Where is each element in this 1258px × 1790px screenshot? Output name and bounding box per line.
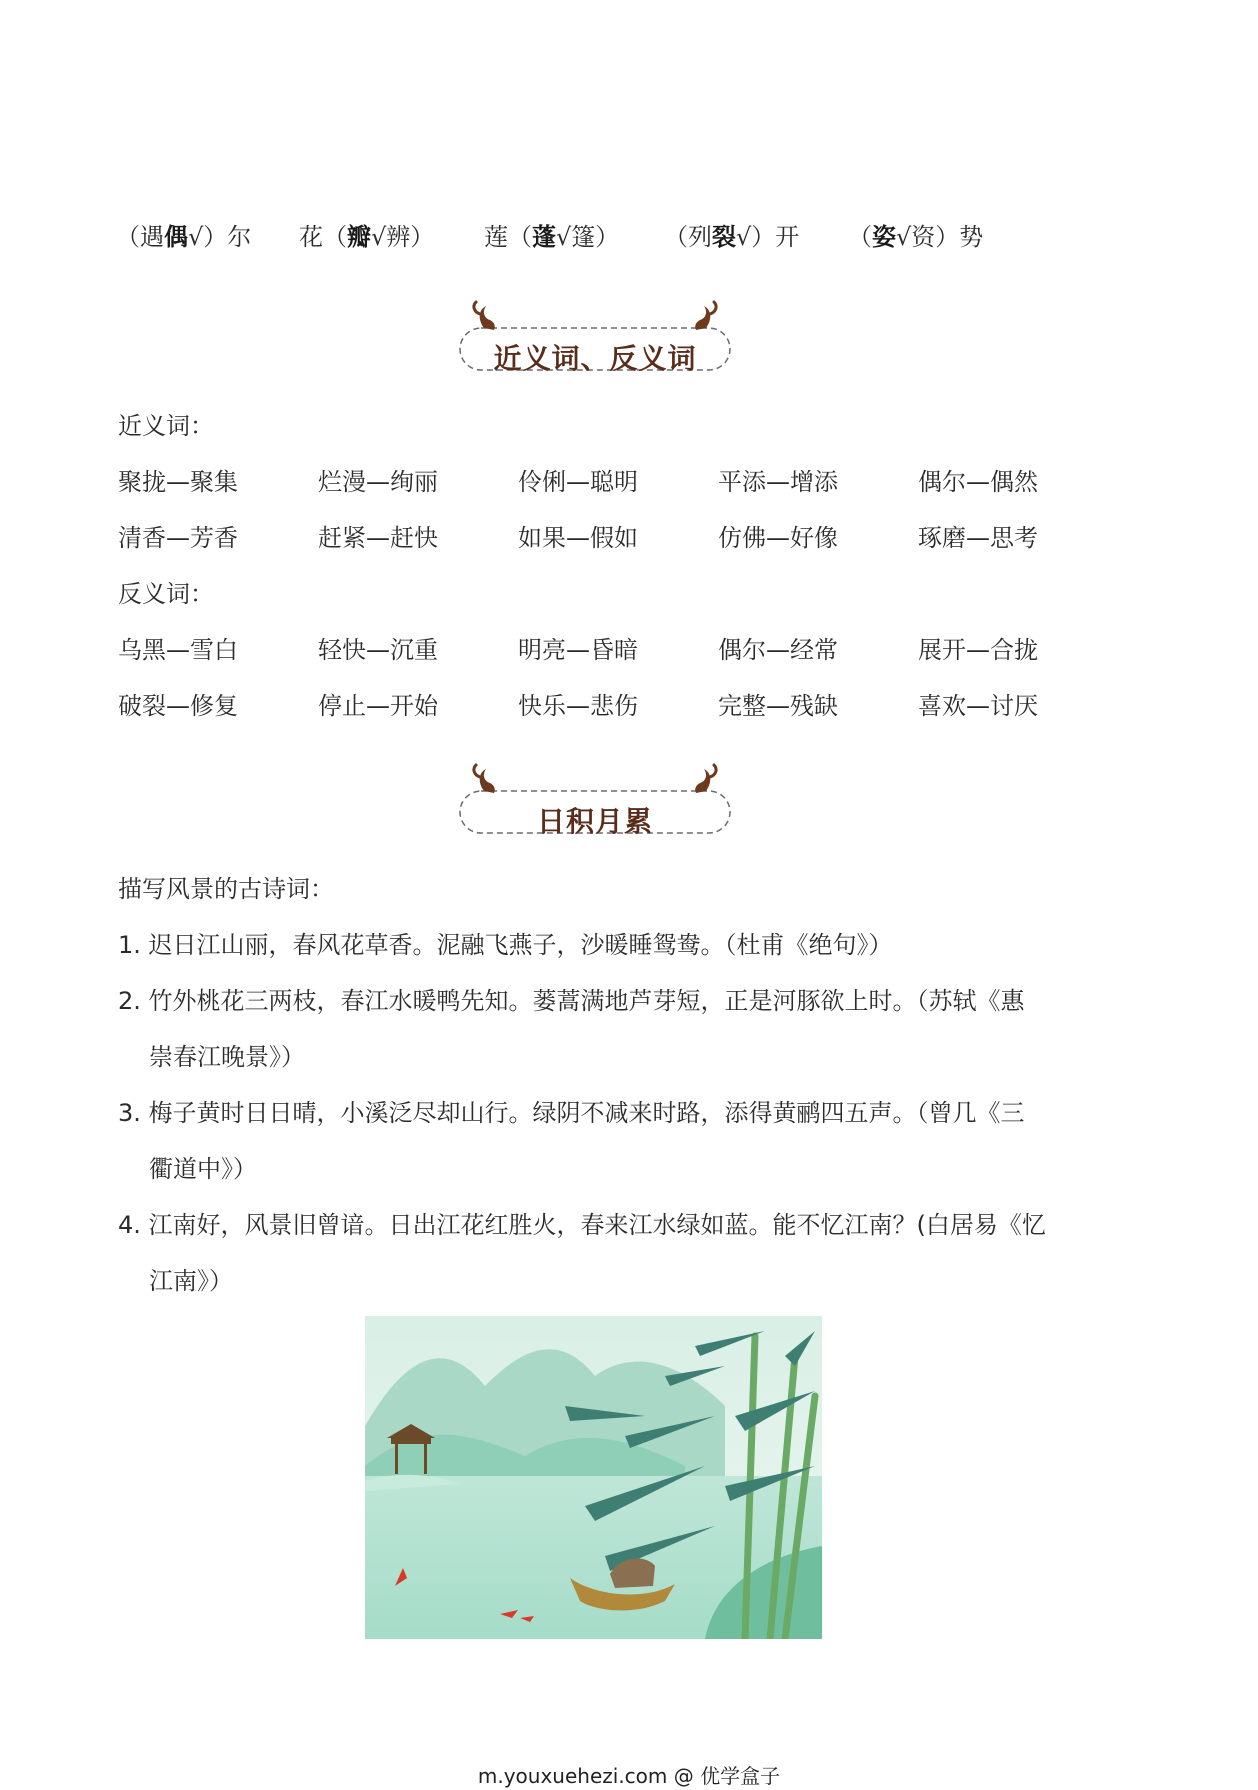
synonyms-label: 近义词：: [118, 412, 214, 440]
word-pair: 喜欢—讨厌: [918, 692, 1038, 720]
word-pair: 停止—开始: [318, 692, 438, 720]
section-banner-accumulation: [456, 763, 734, 863]
antonyms-row: [118, 636, 1118, 664]
word-pair: 破裂—修复: [118, 692, 238, 720]
section-title: 近义词、反义词: [493, 342, 697, 375]
choice-item: （遇偶√）尔: [116, 223, 252, 251]
poem-item-continued: 衢道中》）: [149, 1155, 257, 1183]
poem-item: 4. 江南好，风景旧曾谙。日出江花红胜火，春来江水绿如蓝。能不忆江南？(白居易《忆: [118, 1211, 1046, 1239]
word-pair: 偶尔—经常: [718, 636, 838, 664]
poem-item: 1. 迟日江山丽，春风花草香。泥融飞燕子，沙暖睡鸳鸯。（杜甫《绝句》）: [118, 931, 893, 959]
word-pair: 如果—假如: [518, 524, 638, 552]
word-pair: 伶俐—聪明: [518, 468, 638, 496]
synonyms-row: [118, 524, 1118, 552]
footer-source: m.youxuehezi.com @ 优学盒子: [477, 1764, 781, 1788]
word-pair: 仿佛—好像: [718, 524, 838, 552]
word-pair: 清香—芳香: [118, 524, 238, 552]
word-pair: 琢磨—思考: [918, 524, 1038, 552]
word-pair: 平添—增添: [718, 468, 838, 496]
word-pair: 展开—合拢: [918, 636, 1038, 664]
poems-label: 描写风景的古诗词：: [118, 875, 334, 903]
word-pair: 烂漫—绚丽: [318, 468, 438, 496]
word-pair: 轻快—沉重: [318, 636, 438, 664]
poem-item: 3. 梅子黄时日日晴，小溪泛尽却山行。绿阴不减来时路，添得黄鹂四五声。（曾几《三: [118, 1099, 1025, 1127]
poem-list: [118, 931, 1118, 1295]
choice-item: 花（瓣√辨）: [299, 223, 435, 251]
antonyms-row: [118, 692, 1118, 720]
word-pair: 快乐—悲伤: [518, 692, 638, 720]
poem-item-continued: 崇春江晚景》）: [149, 1043, 305, 1071]
word-pair: 明亮—昏暗: [518, 636, 638, 664]
word-pair: 乌黑—雪白: [118, 636, 238, 664]
word-pair: 聚拢—聚集: [118, 468, 238, 496]
choice-item: 莲（蓬√篷）: [484, 223, 620, 251]
word-pair: 偶尔—偶然: [918, 468, 1038, 496]
landscape-illustration: [365, 1316, 822, 1639]
antonyms-label: 反义词：: [118, 580, 214, 608]
poem-item: 2. 竹外桃花三两枝，春江水暖鸭先知。蒌蒿满地芦芽短，正是河豚欲上时。（苏轼《惠: [118, 987, 1025, 1015]
choice-item: （姿√资）势: [848, 223, 984, 251]
synonyms-row: [118, 468, 1118, 496]
poem-item-continued: 江南》）: [149, 1267, 233, 1295]
choice-item: （列裂√）开: [664, 223, 800, 251]
section-banner-synonyms: [456, 300, 734, 400]
word-pair: 完整—残缺: [718, 692, 838, 720]
section-title: 日积月累: [536, 805, 653, 838]
word-pair: 赶紧—赶快: [318, 524, 438, 552]
